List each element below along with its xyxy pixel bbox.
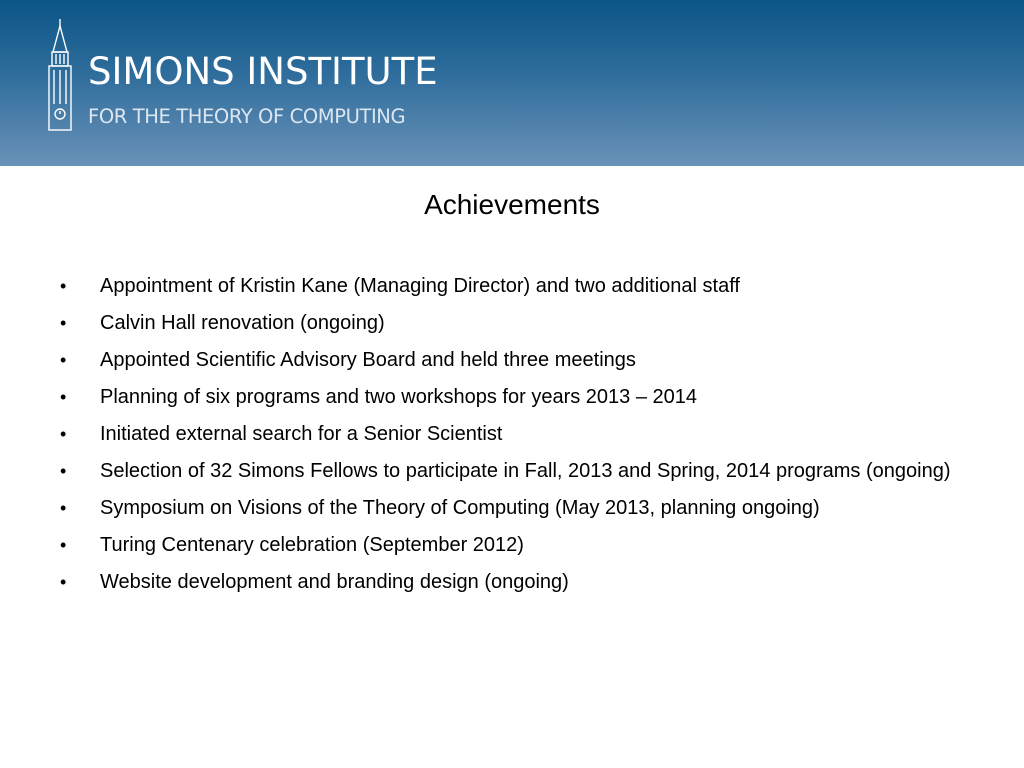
list-item-text: Turing Centenary celebration (September 2012) <box>100 534 524 556</box>
list-item <box>60 345 960 375</box>
bullet-icon: • <box>60 276 67 296</box>
tower-icon <box>44 18 76 132</box>
list-item-text: Selection of 32 Simons Fellows to participate in Fall, 2013 and Spring, 2014 programs (ongoing) <box>100 460 951 482</box>
list-item <box>60 382 960 412</box>
list-item <box>60 419 960 449</box>
list-item <box>60 271 960 301</box>
slide-title: Achievements <box>424 189 600 220</box>
list-item <box>60 567 960 597</box>
list-item-text: Initiated external search for a Senior Scientist <box>100 423 503 445</box>
bullet-icon: • <box>60 535 67 555</box>
list-item <box>60 308 960 338</box>
brand-title: SIMONS INSTITUTE <box>88 50 438 93</box>
header-banner <box>0 0 1024 166</box>
achievements-list <box>60 271 960 604</box>
list-item-text: Symposium on Visions of the Theory of Computing (May 2013, planning ongoing) <box>100 497 820 519</box>
bullet-icon: • <box>60 313 67 333</box>
list-item-text: Planning of six programs and two workshops for years 2013 – 2014 <box>100 386 698 408</box>
bullet-icon: • <box>60 572 67 592</box>
list-item-text: Calvin Hall renovation (ongoing) <box>100 312 385 334</box>
bullet-icon: • <box>60 424 67 444</box>
list-item <box>60 493 960 523</box>
bullet-icon: • <box>60 461 67 481</box>
bullet-icon: • <box>60 350 67 370</box>
list-item <box>60 530 960 560</box>
list-item-text: Appointment of Kristin Kane (Managing Director) and two additional staff <box>100 275 740 297</box>
brand-subtitle: FOR THE THEORY OF COMPUTING <box>88 105 406 128</box>
list-item-text: Appointed Scientific Advisory Board and held three meetings <box>100 349 636 371</box>
list-item-text: Website development and branding design (ongoing) <box>100 571 569 593</box>
list-item <box>60 456 960 486</box>
bullet-icon: • <box>60 498 67 518</box>
bullet-icon: • <box>60 387 67 407</box>
